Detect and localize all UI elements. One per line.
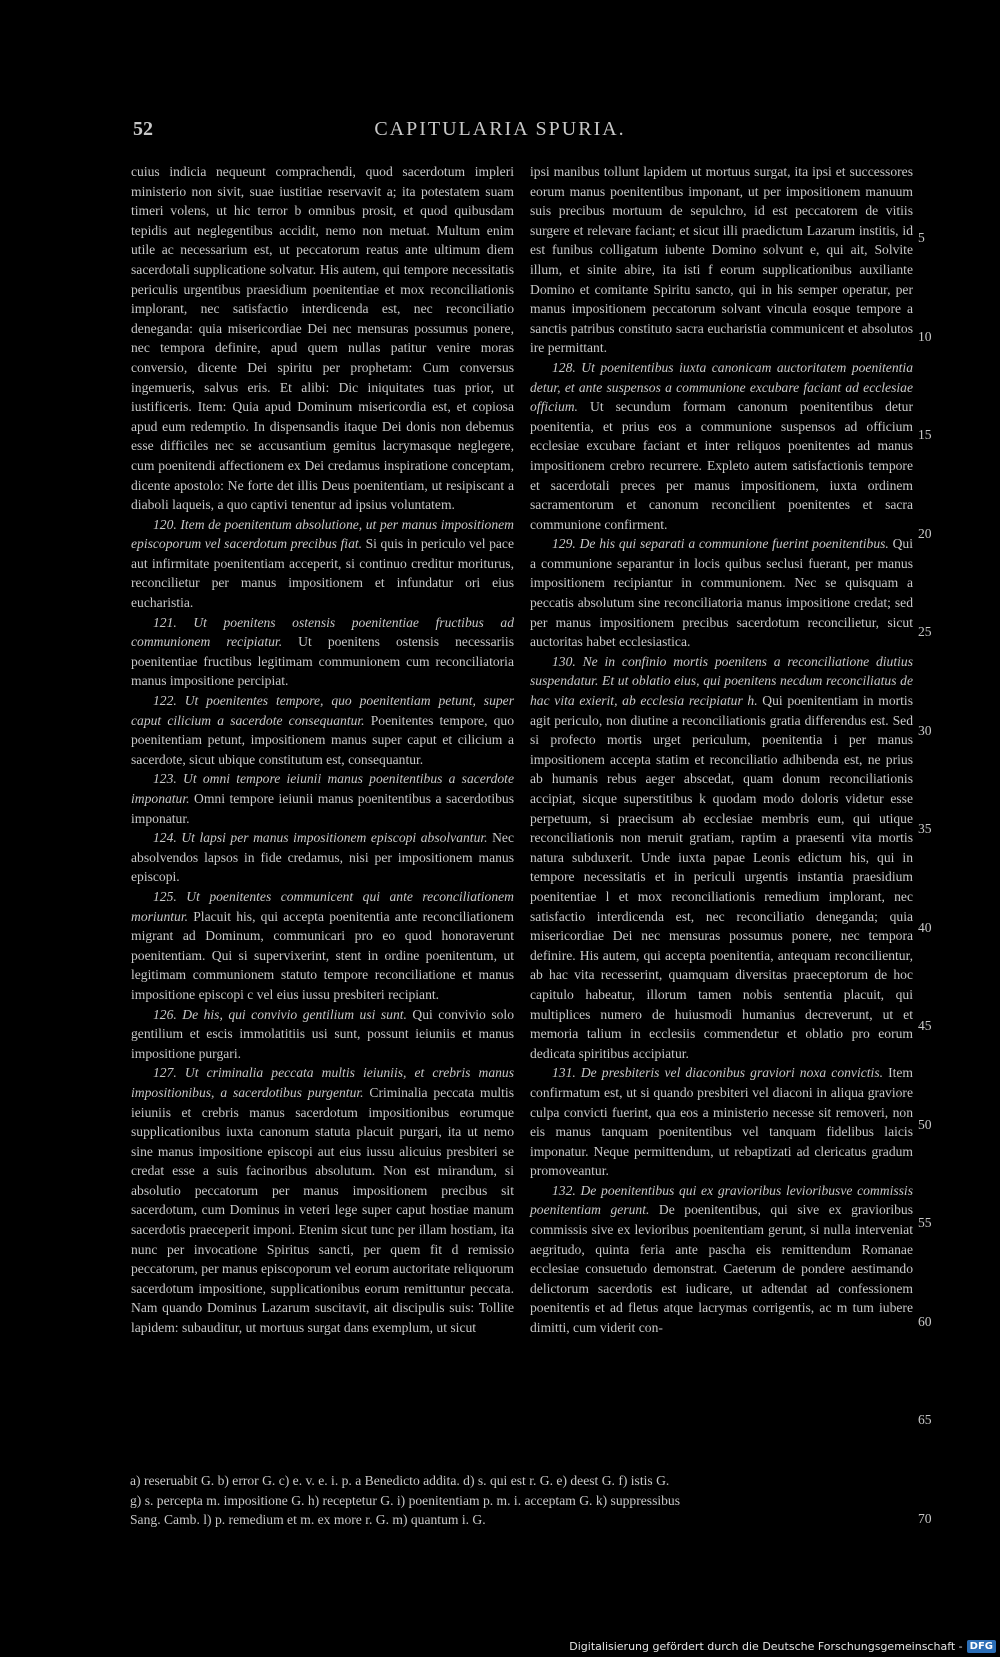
chapter-text: De poenitentibus, qui sive ex gravioribus commissis sive ex levioribus poenitentiam gerunt, si nulla interveniat aegritudo, quinta feria ante pascha eis remittendum Romanae ecclesiae consuetudo demonstrat. Caeterum de pondere aestimando delictorum sacerdotis est iudicare, ut adtendat ad confessionem poenitentis et ad fletus atque lacrymas corrigentis, ac m tum iubere dimitti, cum viderit con- [530,1202,913,1336]
chapter-paragraph [131,887,514,1005]
chapter-paragraph [530,652,913,1063]
page-number: 52 [133,118,153,140]
chapter-heading: 121. Ut poenitens ostensis poenitentiae fructibus ad communionem recipiatur. [131,614,514,650]
chapter-heading: 126. De his, qui convivio gentilium usi sunt. [153,1006,407,1022]
chapter-text: Placuit his, qui accepta poenitentia ante reconciliationem migrant ad Dominum, communicari pro eo quod honoraverunt poenitentiam. Qui si supervixerint, stent in ordine poenitentum, ut legitimam communionem statuto tempore reconciliatione et manus impositione episcopi c vel eius iussu presbiteri recipiant. [131,908,514,1002]
footnote-line: a) reseruabit G. b) error G. c) e. v. e. i. p. a Benedicto addita. d) s. qui est r. G. e) deest G. f) istis G. [130,1473,670,1488]
chapter-text: Omni tempore ieiunii manus poenitentibus a sacerdotibus imponatur. [131,791,514,826]
body-paragraph: ipsi manibus tollunt lapidem ut mortuus surgat, ita ipsi et successores eorum manus poenitentibus imponant, ut per impositionem manuum suis precibus mortuum de sepulchro, id est peccatorem de vitiis surgere et relevare faciant; et sicut illi praedictum Lazarum institis, id est funibus colligatum iubente Domino solvunt e, qui ait, Solvite illum, et sinite abire, ita isti f eorum supplicationibus auxiliante Domino et comitante Spiritu sancto, qui in his semper operatur, per manus impositionem peccatorum solvant vincula eosque tempore a sanctis patribus constituto sacra eucharistia communicent et absolutos ire permittant. [530,164,913,356]
chapter-paragraph [530,534,913,652]
chapter-text: Si quis in periculo vel pace aut infirmitate poenitentiam acceperit, si continuo creditur moriturus, reconcilietur per manus impositionem et infundatur ori eius eucharistia. [131,536,514,611]
chapter-paragraph [131,1063,514,1337]
chapter-paragraph [131,769,514,828]
line-number: 55 [918,1215,932,1230]
dfg-logo: DFG [967,1640,996,1653]
line-number: 25 [918,624,932,639]
chapter-text: Qui poenitentiam in mortis agit periculo, non diutine a reconciliationis gratia differendus est. Sed si profecto mortis urget periculum, poenitentia i per manus impositionem accepta statim et reconciliatio adhibenda est, ne prius ab humanis rebus aeger abscedat, quam donum reconciliationis accipiat, sicque superstitibus k quodam modo doloris videtur esse perpetuum, si praecisum ab ecclesiae membris eum, qui utique reconciliationis non meruit gratiam, raptim a praesenti vita mortis natura subduxerit. Unde iuxta papae Leonis edictum his, qui in tempore necessitatis et in periculi urgentis instantia praesidium poenitentiae l et mox reconciliationis remedium implorant, nec satisfactio interdicenda est, nec reconciliatio deneganda; quia misericordiae Dei nec mensuras possumus ponere, nec tempora definire. His autem, qui accepta poenitentia, antequam reconcilientur, ab hac vita recesserint, quamquam diversitas praeceptorum de hoc capitulo habeatur, illorum tamen nobis sententia placuit, qui multiplices numero de huiusmodi humanius decreverunt, ut et memoria talium in ecclesiis commendetur et oblatio pro eorum dedicata spiritibus accipiatur. [530,693,913,1061]
footer-text: Digitalisierung gefördert durch die Deutsche Forschungsgemeinschaft - [569,1640,963,1653]
chapter-text: Ut poenitens ostensis necessariis poenitentiae fructibus legitimam communionem cum reconciliatoria manus impositione percipiat. [131,634,514,689]
line-number: 5 [918,230,925,245]
chapter-text: Ut secundum formam canonum poenitentibus detur poenitentia, et prius eos a communione suspensos ad officium ecclesiae excubare faciant et inter reliquos poenitentes ad manus impositionem crebro recurrere. Expleto autem satisfactionis tempore et sacerdotali preces per manus impositionem, iuxta ordinem sacramentorum et canonum reconcilient poenitentes et sacra communione confirment. [530,399,913,532]
chapter-text: Qui convivio solo gentilium et escis immolatitiis usi sunt, possunt ieiuniis et manus impositione purgari. [131,1006,514,1061]
chapter-heading: 124. Ut lapsi per manus impositionem episcopi absolvantur. [153,830,488,846]
chapter-text: Item confirmatum est, ut si quando presbiteri vel diaconi in aliqua graviore culpa convicti fuerint, qua eos a ministerio necesse sit removeri, non eis manus tanquam poenitentibus vel tanquam fidelibus laicis imponatur. Neque permittendum, ut rebaptizati ad clericatus gradum promoveantur. [530,1065,914,1179]
line-number: 60 [918,1313,932,1329]
chapter-text: Poenitentes tempore, quo poenitentiam petunt, impositionem manus super caput et cilicium a sacerdote, sicut ubique constitutum est, consequantur. [131,712,514,767]
chapter-paragraph [530,358,913,534]
page-header [130,118,870,158]
chapter-paragraph [131,828,514,887]
footnotes [130,1471,920,1530]
line-number: 10 [918,328,932,344]
line-number: 40 [918,919,932,935]
body-paragraph: cuius indicia nequeunt comprachendi, quod sacerdotum impleri ministerio non sivit, suae iustitiae reservavit a; ita potestatem suam timeri volens, ut hic terror b omnibus prosit, et quod quibusdam tepidis aut neglegentibus accidit, nemo non metuat. Multum enim utile ac necessarium est, ut peccatorum reatus ante ultimum diem sacerdotali supplicatione solvatur. His autem, qui tempore necessitatis periculis urgentibus praesidium poenitentiae et mox reconciliationis implorant, nec satisfactio interdicenda est, nec reconciliatio deneganda: quia misericordiae Dei nec mensuras possumus ponere, nec tempora definire, apud quem nullas patitur venire moras conversio, dicente Dei spiritu per prophetam: Cum conversus ingemueris, salvus eris. Et alibi: Dic iniquitates tuas prior, ut iustificeris. Item: Quia apud Dominum misericordia est, et copiosa apud eum redemptio. In dispensandis itaque Dei donis non debemus esse difficiles nec se accusantium gemitus lacrymasque neglegere, cum poenitendi affectionem ex Dei credamus inspiratione conceptam, dicente apostolo: Ne forte det illis Deus poenitentiam, ut resipiscant a diaboli laqueis, a quo captivi tenentur ad ipsius voluntatem. [131,164,514,513]
chapter-paragraph [131,613,514,691]
chapter-text: Nec absolvendos lapsos in fide credamus, nisi per impositionem manus episcopi. [131,830,514,885]
footnote-line: g) s. percepta m. impositione G. h) receptetur G. i) poenitentiam p. m. i. acceptam G. k) suppressibus [130,1492,681,1508]
chapter-heading: 120. Item de poenitentum absolutione, ut per manus impositionem episcoporum vel sacerdotum precibus fiat. [131,516,514,552]
line-number: 65 [918,1412,932,1427]
line-number: 30 [918,722,932,738]
left-column [131,162,514,1338]
chapter-heading: 123. Ut omni tempore ieiunii manus poenitentibus a sacerdote imponatur. [131,771,514,806]
chapter-paragraph [131,515,514,613]
line-number: 70 [918,1510,932,1526]
chapter-heading: 132. De poenitentibus qui ex gravioribus levioribusve commissis poenitentiam gerunt. [530,1182,913,1218]
chapter-paragraph [131,1005,514,1064]
line-number: 20 [918,525,932,541]
running-title: CAPITULARIA SPURIA. [374,118,626,140]
chapter-heading: 129. De his qui separati a communione fuerint poenitentibus. [552,536,889,552]
chapter-paragraph [131,691,514,769]
line-number: 15 [918,427,932,442]
right-column [530,162,913,1338]
line-number: 50 [918,1116,932,1132]
line-number: 35 [918,821,932,836]
chapter-heading: 127. Ut criminalia peccata multis ieiuniis, et crebris manus impositionibus, a sacerdotibus purgentur. [131,1065,514,1100]
chapter-paragraph [530,1063,913,1181]
digitization-footer [569,1638,996,1655]
chapter-heading: 130. Ne in confinio mortis poenitens a reconciliatione diutius suspendatur. Et ut oblatio eius, qui poenitens necdum reconciliatus de hac vita exierit, ab ecclesia recipiatur h. [530,653,913,709]
line-number: 45 [918,1018,932,1033]
chapter-heading: 122. Ut poenitentes tempore, quo poenitentiam petunt, super caput cilicium a sacerdote consequantur. [131,693,514,728]
chapter-heading: 128. Ut poenitentibus iuxta canonicam auctoritatem poenitentia detur, et ante suspensos a communione excubare faciant ad ecclesiae officium. [530,359,913,415]
chapter-heading: 131. De presbiteris vel diaconibus graviori noxa convictis. [552,1065,884,1081]
line-numbers [918,162,948,1526]
chapter-heading: 125. Ut poenitentes communicent qui ante reconciliationem moriuntur. [131,888,514,924]
chapter-paragraph [530,1181,913,1338]
chapter-text: Qui a communione separantur in locis quibus seclusi fuerant, per manus impositionem recipiantur in communionem. Nec se quisquam a peccatis absolutum sine reconciliatoria manus impositione credat; sed per manus impositionem precibus sacerdotum reconcilietur, sicut auctoritas habet ecclesiastica. [530,536,913,650]
chapter-text: Criminalia peccata multis ieiuniis et crebris manus sacerdotum impositionibus eorumque supplicationibus iuxta canonum statuta placuit purgari, ita ut nemo sine manus impositione episcopi aut eius iussu alicuius presbiteri se credat esse a suis facinoribus absolutum. Non est mirandum, si absolutio peccatorum per manus impositionem precibus sit sacerdotum, cum Dominus in veteri lege super caput hostiae manum sacerdotis praeceperit imponi. Etenim sicut tunc per illam hostiam, ita nunc per invocatione Spiritus sancti, per quem fit d remissio peccatorum, per manus episcoporum vel eorum auctoritate reliquorum sacerdotum impositione, supplicationibus eorum remittuntur peccata. Nam quando Dominus Lazarum suscitavit, ait discipulis suis: Tollite lapidem: subauditur, ut mortuus surgat dans exemplum, ut sicut [131,1084,514,1336]
footnote-line: Sang. Camb. l) p. remedium et m. ex more r. G. m) quantum i. G. [130,1512,486,1528]
